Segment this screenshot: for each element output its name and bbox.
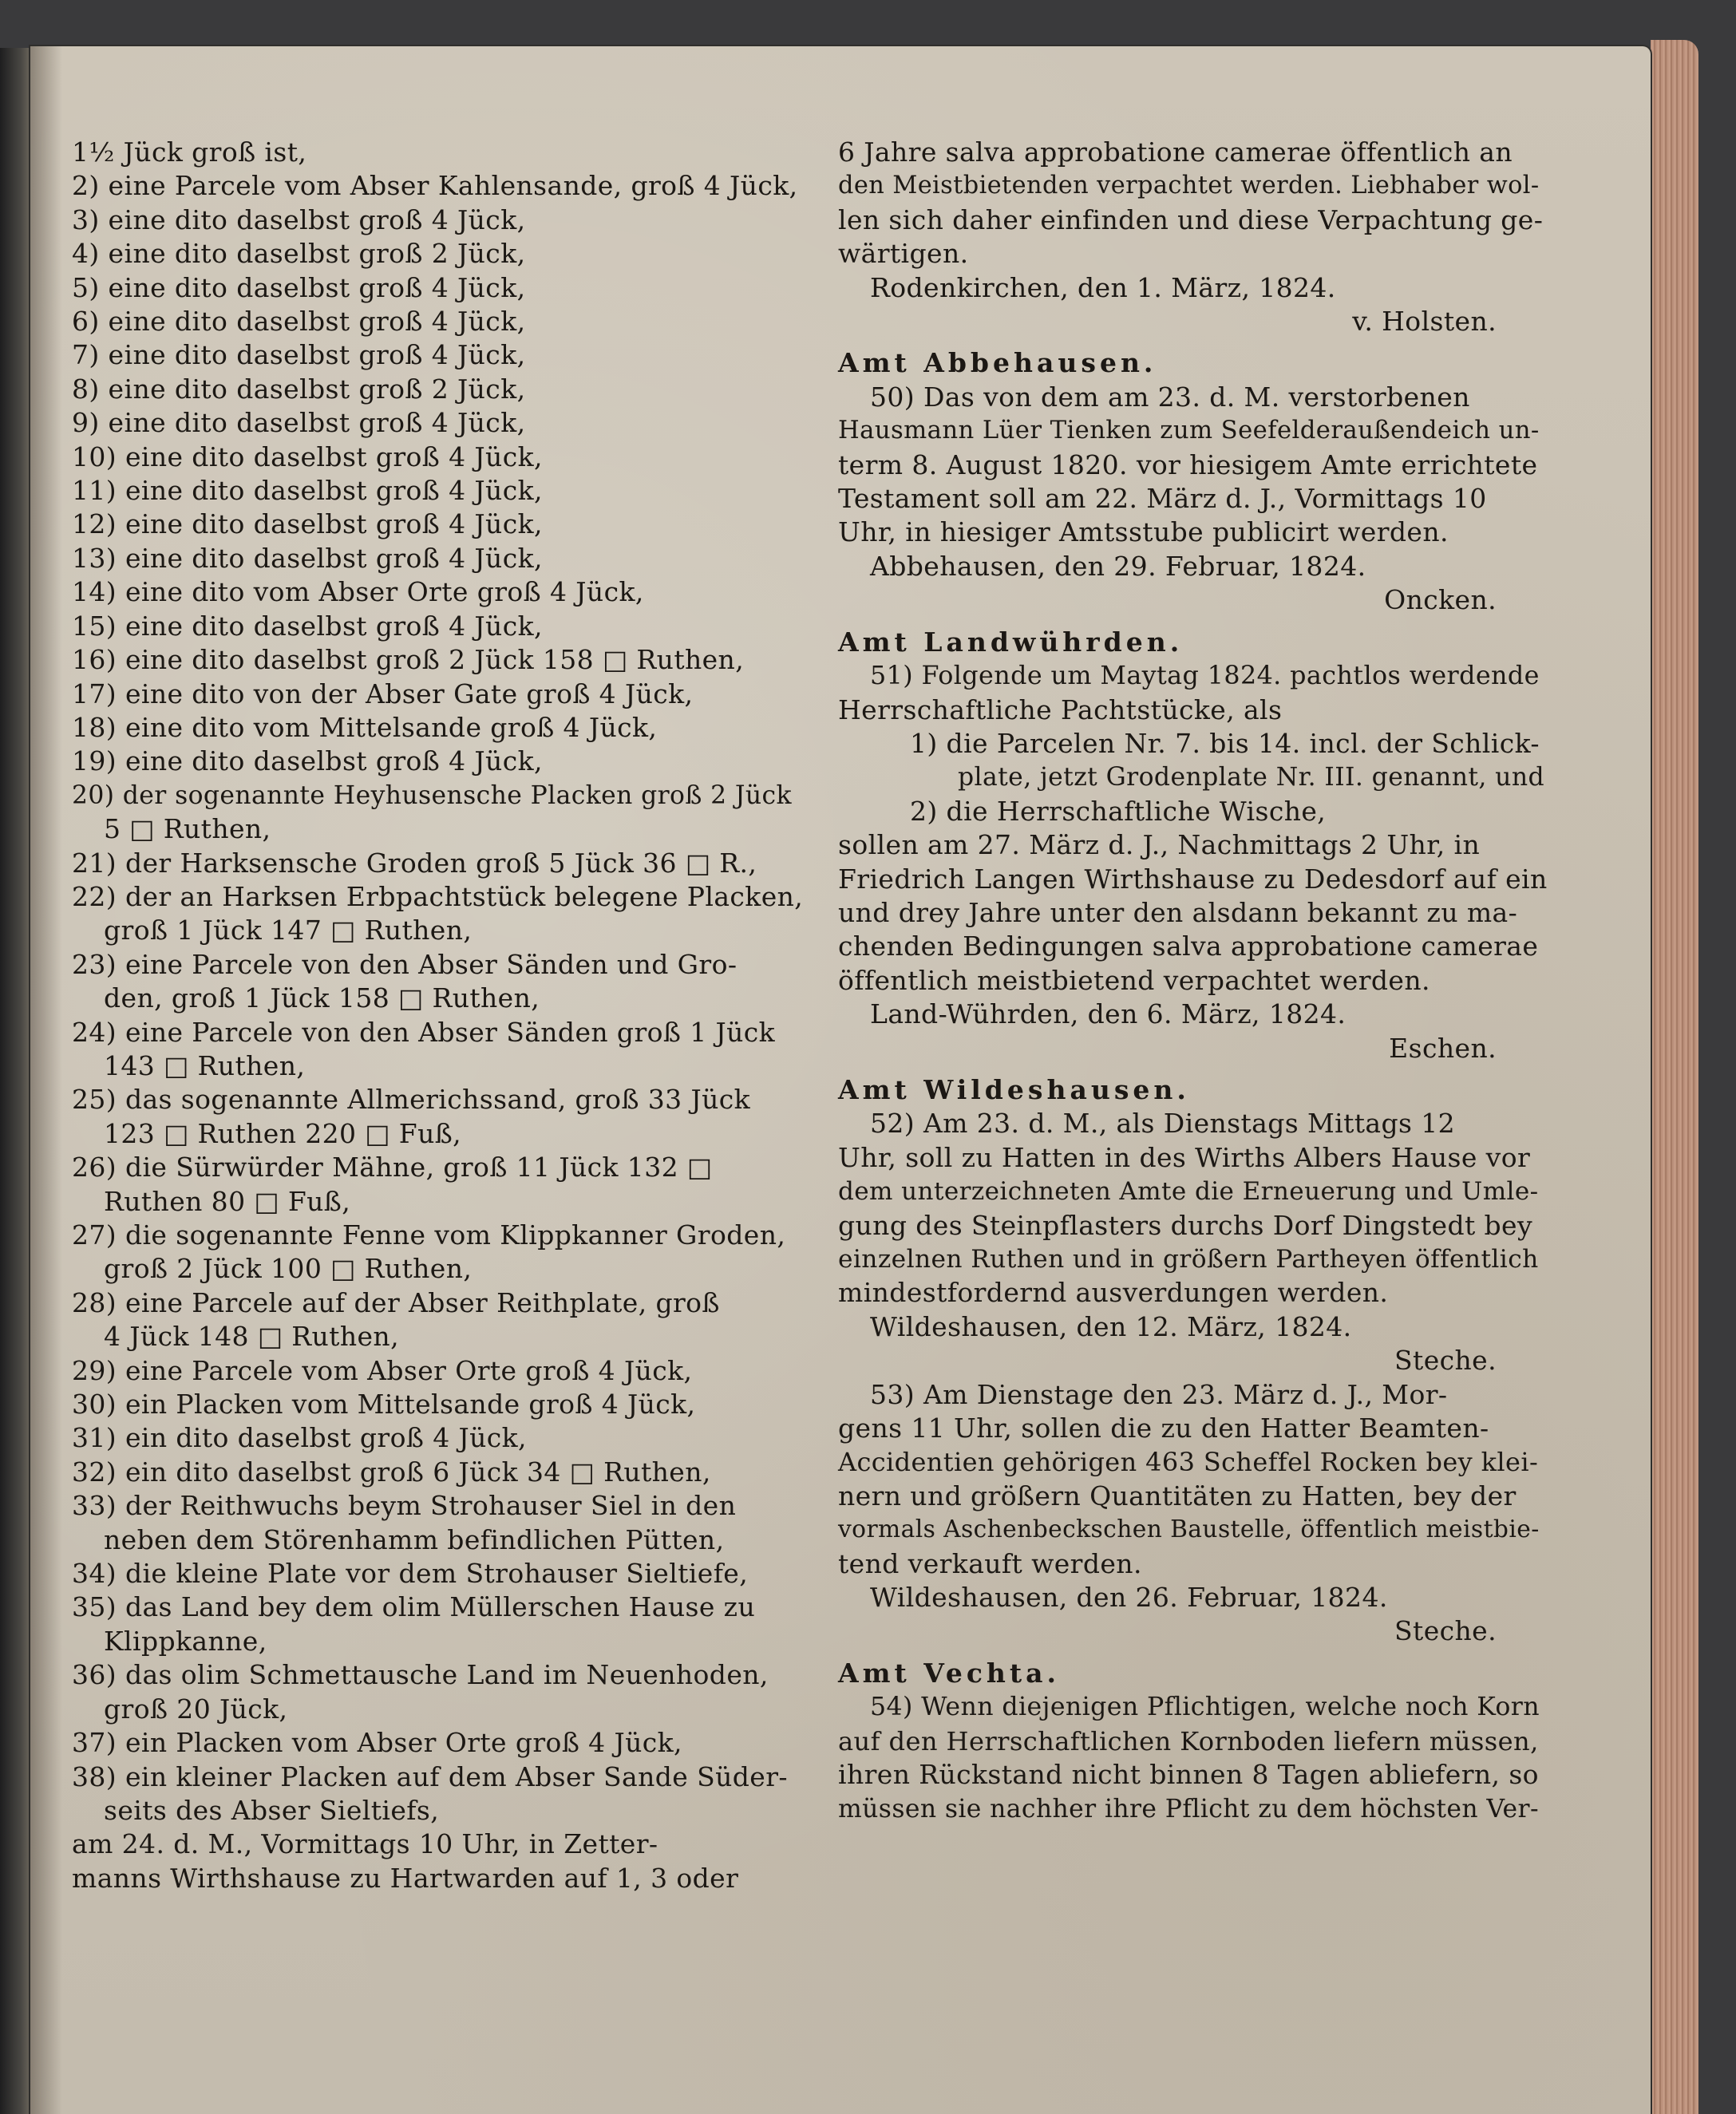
list-item-continuation: Klippkanne, bbox=[104, 1625, 267, 1657]
signature: Eschen. bbox=[1389, 1032, 1497, 1064]
text-line: Uhr, soll zu Hatten in des Wirths Albers Hause vor bbox=[838, 1141, 1531, 1173]
text-line: 6 Jahre salva approbatione camerae öffentlich an bbox=[838, 136, 1513, 168]
list-item: 19) eine dito daselbst groß 4 Jück, bbox=[72, 745, 543, 777]
text-line: chenden Bedingungen salva approbatione camerae bbox=[838, 931, 1539, 962]
text-line: vormals Aschenbeckschen Baustelle, öffentlich meistbie- bbox=[838, 1515, 1540, 1544]
list-item: 17) eine dito von der Abser Gate groß 4 Jück, bbox=[72, 678, 694, 709]
list-item: 16) eine dito daselbst groß 2 Jück 158 □ Ruthen, bbox=[72, 644, 745, 676]
list-item: 24) eine Parcele von den Abser Sänden groß 1 Jück bbox=[72, 1016, 776, 1048]
section-heading: Amt Wildeshausen. bbox=[838, 1073, 1190, 1105]
dateline: Abbehausen, den 29. Februar, 1824. bbox=[870, 550, 1366, 582]
list-item: 6) eine dito daselbst groß 4 Jück, bbox=[72, 306, 526, 338]
text-line: auf den Herrschaftlichen Kornboden liefern müssen, bbox=[838, 1725, 1539, 1756]
list-item-continuation: 4 Jück 148 □ Ruthen, bbox=[104, 1321, 399, 1353]
list-item-continuation: 123 □ Ruthen 220 □ Fuß, bbox=[104, 1117, 462, 1149]
list-item-continuation: 5 □ Ruthen, bbox=[104, 813, 271, 845]
list-item-continuation: den, groß 1 Jück 158 □ Ruthen, bbox=[104, 982, 540, 1014]
notice-start: 53) Am Dienstage den 23. März d. J., Mor- bbox=[870, 1378, 1448, 1410]
text-line: ihren Rückstand nicht binnen 8 Tagen abliefern, so bbox=[838, 1759, 1539, 1791]
list-item: 26) die Sürwürder Mähne, groß 11 Jück 132 □ bbox=[72, 1152, 713, 1183]
text-line: Herrschaftliche Pachtstücke, als bbox=[838, 693, 1283, 725]
list-item: 18) eine dito vom Mittelsande groß 4 Jück, bbox=[72, 711, 658, 743]
list-item: 30) ein Placken vom Mittelsande groß 4 Jück, bbox=[72, 1389, 696, 1421]
list-item-continuation: neben dem Störenhamm befindlichen Pütten, bbox=[104, 1523, 725, 1555]
section-heading: Amt Abbehausen. bbox=[838, 347, 1157, 379]
text-line: Testament soll am 22. März d. J., Vormittags 10 bbox=[838, 483, 1487, 515]
dateline: Rodenkirchen, den 1. März, 1824. bbox=[870, 271, 1336, 303]
text-line: term 8. August 1820. vor hiesigem Amte errichtete bbox=[838, 448, 1538, 480]
left-column bbox=[72, 136, 806, 1895]
list-item: 2) eine Parcele vom Abser Kahlensande, groß 4 Jück, bbox=[72, 170, 798, 202]
list-item: 15) eine dito daselbst groß 4 Jück, bbox=[72, 610, 543, 642]
notice-start: 52) Am 23. d. M., als Dienstags Mittags 12 bbox=[870, 1108, 1456, 1140]
list-item-continuation: Ruthen 80 □ Fuß, bbox=[104, 1185, 351, 1217]
list-item: 23) eine Parcele von den Abser Sänden und Gro- bbox=[72, 948, 738, 980]
text-line: sollen am 27. März d. J., Nachmittags 2 Uhr, in bbox=[838, 829, 1481, 861]
list-item: 10) eine dito daselbst groß 4 Jück, bbox=[72, 441, 543, 472]
signature: v. Holsten. bbox=[1352, 306, 1497, 338]
dateline: Wildeshausen, den 26. Februar, 1824. bbox=[870, 1582, 1388, 1614]
list-item: 22) der an Harksen Erbpachtstück belegene Placken, bbox=[72, 880, 804, 912]
list-item: 13) eine dito daselbst groß 4 Jück, bbox=[72, 542, 543, 574]
list-item: 29) eine Parcele vom Abser Orte groß 4 Jück, bbox=[72, 1354, 693, 1386]
signature: Oncken. bbox=[1384, 584, 1497, 616]
list-item-continuation: groß 2 Jück 100 □ Ruthen, bbox=[104, 1253, 473, 1285]
text-line: nern und größern Quantitäten zu Hatten, bey der bbox=[838, 1480, 1517, 1511]
previous-page-edge bbox=[0, 48, 30, 2114]
list-item: 7) eine dito daselbst groß 4 Jück, bbox=[72, 339, 526, 371]
list-item: 33) der Reithwuchs beym Strohauser Siel in den bbox=[72, 1490, 737, 1522]
text-line: manns Wirthshause zu Hartwarden auf 1, 3 oder bbox=[72, 1862, 739, 1894]
text-line: Uhr, in hiesiger Amtsstube publicirt werden. bbox=[838, 516, 1449, 548]
list-item: 25) das sogenannte Allmerichssand, groß 33 Jück bbox=[72, 1084, 751, 1116]
list-item-continuation: groß 20 Jück, bbox=[104, 1693, 288, 1725]
section-heading: Amt Landwührden. bbox=[838, 626, 1184, 658]
list-item-continuation: groß 1 Jück 147 □ Ruthen, bbox=[104, 915, 473, 946]
notice-start: 51) Folgende um Maytag 1824. pachtlos werdende bbox=[870, 662, 1540, 691]
text-line: einzelnen Ruthen und in größern Partheyen öffentlich bbox=[838, 1245, 1539, 1274]
list-item: 4) eine dito daselbst groß 2 Jück, bbox=[72, 238, 526, 270]
text-line: am 24. d. M., Vormittags 10 Uhr, in Zetter- bbox=[72, 1828, 658, 1860]
text-line: öffentlich meistbietend verpachtet werden. bbox=[838, 964, 1430, 996]
text-line: gens 11 Uhr, sollen die zu den Hatter Beamten- bbox=[838, 1413, 1489, 1444]
text-line: 1½ Jück groß ist, bbox=[72, 136, 307, 168]
list-item: 32) ein dito daselbst groß 6 Jück 34 □ Ruthen, bbox=[72, 1456, 711, 1488]
text-line: len sich daher einfinden und diese Verpachtung ge- bbox=[838, 203, 1544, 235]
right-column bbox=[838, 136, 1552, 1826]
list-item: 20) der sogenannte Heyhusensche Placken groß 2 Jück bbox=[72, 780, 792, 810]
list-item-continuation: 143 □ Ruthen, bbox=[104, 1049, 306, 1081]
text-line: gung des Steinpflasters durchs Dorf Dingstedt bey bbox=[838, 1209, 1533, 1241]
text-line: tend verkauft werden. bbox=[838, 1547, 1142, 1579]
text-line: mindestfordernd ausverdungen werden. bbox=[838, 1277, 1389, 1309]
notice-start: 54) Wenn diejenigen Pflichtigen, welche noch Korn bbox=[870, 1693, 1540, 1722]
dateline: Wildeshausen, den 12. März, 1824. bbox=[870, 1310, 1352, 1342]
list-item: 14) eine dito vom Abser Orte groß 4 Jück, bbox=[72, 576, 644, 608]
signature: Steche. bbox=[1394, 1345, 1497, 1377]
list-item: 5) eine dito daselbst groß 4 Jück, bbox=[72, 271, 526, 303]
list-item: 11) eine dito daselbst groß 4 Jück, bbox=[72, 475, 543, 507]
text-line: den Meistbietenden verpachtet werden. Liebhaber wol- bbox=[838, 172, 1540, 200]
list-item: 9) eine dito daselbst groß 4 Jück, bbox=[72, 407, 526, 439]
list-item: 12) eine dito daselbst groß 4 Jück, bbox=[72, 508, 543, 540]
gutter-shadow bbox=[30, 46, 62, 2114]
list-item: 35) das Land bey dem olim Müllerschen Hause zu bbox=[72, 1591, 756, 1623]
list-item: 28) eine Parcele auf der Abser Reithplate, groß bbox=[72, 1286, 720, 1318]
signature: Steche. bbox=[1394, 1615, 1497, 1647]
text-line: Friedrich Langen Wirthshause zu Dedesdorf auf ein bbox=[838, 863, 1548, 895]
section-heading: Amt Vechta. bbox=[838, 1657, 1061, 1689]
list-item: 21) der Harksensche Groden groß 5 Jück 36 □ R., bbox=[72, 847, 757, 879]
list-item: 3) eine dito daselbst groß 4 Jück, bbox=[72, 203, 526, 235]
text-line: und drey Jahre unter den alsdann bekannt zu ma- bbox=[838, 896, 1518, 928]
list-item: 2) die Herrschaftliche Wische, bbox=[910, 795, 1327, 827]
text-line: Hausmann Lüer Tienken zum Seefelderaußendeich un- bbox=[838, 417, 1540, 445]
text-line: Accidentien gehörigen 463 Scheffel Rocken bey klei- bbox=[838, 1447, 1539, 1478]
list-item-continuation: plate, jetzt Grodenplate Nr. III. genannt, und bbox=[958, 763, 1545, 792]
list-item: 8) eine dito daselbst groß 2 Jück, bbox=[72, 373, 526, 405]
dateline: Land-Wührden, den 6. März, 1824. bbox=[870, 998, 1346, 1030]
list-item: 37) ein Placken vom Abser Orte groß 4 Jück, bbox=[72, 1727, 682, 1759]
list-item: 1) die Parcelen Nr. 7. bis 14. incl. der Schlick- bbox=[910, 727, 1540, 759]
list-item: 34) die kleine Plate vor dem Strohauser Sieltiefe, bbox=[72, 1558, 749, 1590]
list-item: 36) das olim Schmettausche Land im Neuenhoden, bbox=[72, 1659, 769, 1691]
page-fore-edge bbox=[1651, 40, 1698, 2114]
list-item-continuation: seits des Abser Sieltiefs, bbox=[104, 1794, 440, 1826]
list-item: 38) ein kleiner Placken auf dem Abser Sande Süder- bbox=[72, 1760, 788, 1792]
text-line: wärtigen. bbox=[838, 238, 969, 270]
notice-start: 50) Das von dem am 23. d. M. verstorbenen bbox=[870, 381, 1470, 413]
text-line: müssen sie nachher ihre Pflicht zu dem höchsten Ver- bbox=[838, 1794, 1539, 1824]
text-line: dem unterzeichneten Amte die Erneuerung und Umle- bbox=[838, 1177, 1539, 1207]
list-item: 31) ein dito daselbst groß 4 Jück, bbox=[72, 1422, 527, 1454]
list-item: 27) die sogenannte Fenne vom Klippkanner Groden, bbox=[72, 1219, 786, 1251]
